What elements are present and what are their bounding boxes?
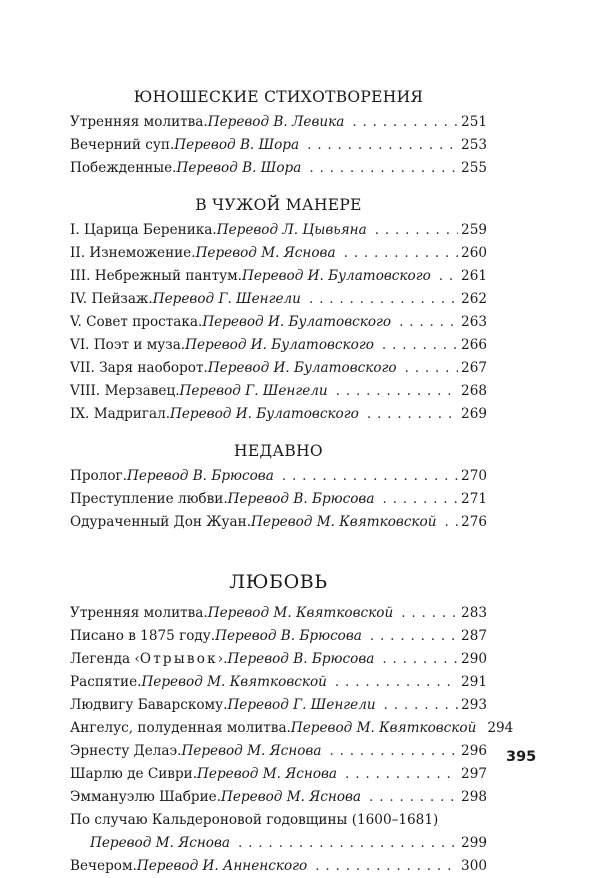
dot-leader — [335, 671, 458, 694]
toc-entry[interactable] — [70, 855, 487, 878]
entry-title: VIII. Мерзавец. — [70, 383, 180, 399]
entry-page: 293 — [461, 697, 487, 713]
toc-entry[interactable] — [70, 740, 487, 763]
entry-title: Утренняя молитва. — [70, 114, 208, 130]
entry-page: 268 — [461, 383, 487, 399]
dot-leader — [382, 334, 458, 357]
dot-leader — [382, 488, 458, 511]
entry-page: 270 — [461, 468, 487, 484]
entry-title: Ангелус, полуденная молитва. — [70, 720, 291, 736]
section-love — [70, 567, 514, 878]
entry-page: 299 — [461, 835, 487, 851]
entry-translator: Перевод В. Брюсова — [215, 628, 362, 644]
dot-leader — [345, 763, 458, 786]
entry-translator: Перевод М. Квятковской — [141, 674, 327, 690]
dot-leader — [309, 157, 458, 180]
entry-translator: Перевод И. Булатовского — [185, 337, 374, 353]
dot-leader — [329, 740, 458, 763]
section-juvenile — [70, 86, 487, 180]
entry-page: 294 — [487, 720, 514, 736]
toc-entry[interactable] — [70, 511, 487, 534]
toc-entry[interactable] — [70, 717, 514, 740]
entry-page: 300 — [461, 858, 487, 874]
toc-entry[interactable] — [70, 671, 487, 694]
entry-title: II. Изнеможение. — [70, 245, 196, 261]
toc-entry[interactable] — [70, 311, 487, 334]
entry-page: 296 — [461, 743, 487, 759]
toc-entry[interactable] — [70, 602, 487, 625]
entry-title: VI. Поэт и муза. — [70, 337, 186, 353]
entry-translator: Перевод И. Булатовского — [202, 314, 392, 330]
dot-leader — [439, 265, 458, 288]
entry-page: 291 — [461, 674, 487, 690]
entry-page: 287 — [461, 628, 487, 644]
entry-translator: Перевод М. Яснова — [197, 766, 338, 782]
entry-title: Эммануэлю Шабрие. — [70, 789, 222, 805]
dot-leader — [445, 511, 459, 534]
entry-translator: Перевод М. Квятковской — [251, 514, 437, 530]
entry-title: Писано в 1875 году. — [70, 628, 216, 644]
entry-title: III. Небрежный пантум. — [70, 268, 242, 284]
section-title: В ЧУЖОЙ МАНЕРЕ — [195, 196, 362, 214]
entry-page: 269 — [461, 406, 487, 422]
entry-page: 298 — [461, 789, 487, 805]
entry-translator: Перевод М. Квятковской — [290, 720, 477, 736]
entry-title: Вечером. — [70, 858, 137, 874]
toc-entry[interactable] — [70, 648, 487, 671]
dot-leader — [307, 134, 458, 157]
entry-title: Эрнесту Делаэ. — [70, 743, 182, 759]
entry-page: 290 — [461, 651, 487, 667]
dot-leader — [315, 855, 458, 878]
entry-title: V. Совет простака. — [70, 314, 203, 330]
dot-leader — [309, 288, 458, 311]
section-title: ЮНОШЕСКИЕ СТИХОТВОРЕНИЯ — [133, 88, 424, 106]
entry-title-post: ›. — [217, 651, 228, 667]
entry-translator: Перевод Л. Цывьяна — [216, 222, 367, 238]
dot-leader — [375, 219, 458, 242]
entry-page: 255 — [461, 160, 487, 176]
section-title: ЛЮБОВЬ — [229, 571, 328, 593]
entry-translator: Перевод И. Анненского — [136, 858, 308, 874]
entry-page: 276 — [461, 514, 487, 530]
entry-title: Преступление любви. — [70, 491, 228, 507]
entry-page: 260 — [461, 245, 487, 261]
entry-title: Утренняя молитва. — [70, 605, 208, 621]
entry-translator: Перевод В. Шора — [174, 137, 300, 153]
toc-entry[interactable] — [70, 694, 487, 717]
toc-entry[interactable] — [70, 219, 487, 242]
entry-title: IV. Пейзаж. — [70, 291, 153, 307]
entry-title: Пролог. — [70, 468, 128, 484]
entry-translator: Перевод Г. Шенгели — [152, 291, 301, 307]
toc-entry[interactable] — [70, 832, 487, 855]
entry-translator: Перевод И. Булатовского — [242, 268, 431, 284]
dot-leader — [336, 380, 458, 403]
dot-leader — [405, 357, 458, 380]
toc-entry[interactable] — [70, 157, 487, 180]
entry-translator: Перевод И. Булатовского — [207, 360, 397, 376]
dot-leader — [352, 111, 458, 134]
entry-page: 262 — [461, 291, 487, 307]
entry-title: Побежденные. — [70, 160, 177, 176]
section-title: НЕДАВНО — [234, 442, 323, 460]
dot-leader — [369, 786, 458, 809]
entry-title: Шарлю де Сиври. — [70, 766, 198, 782]
toc-entry[interactable] — [70, 380, 487, 403]
table-of-contents — [70, 86, 514, 878]
dot-leader — [282, 465, 458, 488]
entry-page: 253 — [461, 137, 487, 153]
entry-translator: Перевод М. Яснова — [221, 789, 362, 805]
entry-title: IX. Мадригал. — [70, 406, 171, 422]
entry-title: VII. Заря наоборот. — [70, 360, 208, 376]
section-recently — [70, 440, 487, 534]
toc-entry[interactable] — [70, 357, 487, 380]
toc-entry[interactable] — [70, 265, 487, 288]
entry-title: Распятие. — [70, 674, 142, 690]
entry-title-multiline[interactable]: По случаю Кальдероновой годовщины (1600–1681) — [70, 812, 439, 828]
toc-entry[interactable] — [70, 403, 487, 426]
toc-entry[interactable] — [70, 786, 487, 809]
dot-leader — [367, 403, 458, 426]
entry-translator: Перевод Г. Шенгели — [179, 383, 328, 399]
toc-entry[interactable] — [70, 763, 487, 786]
entry-page: 261 — [461, 268, 487, 284]
section-foreign-manner — [70, 194, 487, 426]
entry-translator: Перевод И. Булатовского — [170, 406, 359, 422]
entry-translator: Перевод В. Шора — [176, 160, 302, 176]
dot-leader — [401, 602, 458, 625]
toc-entry[interactable] — [70, 242, 487, 265]
page-number: 395 — [506, 749, 537, 765]
entry-page: 259 — [461, 222, 487, 238]
toc-entry[interactable] — [70, 488, 487, 511]
toc-entry[interactable] — [70, 334, 487, 357]
entry-page: 251 — [461, 114, 487, 130]
entry-page: 271 — [461, 491, 487, 507]
dot-leader — [238, 832, 458, 855]
entry-title: I. Царица Береника. — [70, 222, 217, 238]
toc-entry[interactable] — [70, 288, 487, 311]
entry-translator: Перевод В. Левика — [207, 114, 345, 130]
entry-translator: Перевод Г. Шенгели — [227, 697, 376, 713]
entry-translator: Перевод М. Яснова — [90, 835, 230, 851]
entry-translator: Перевод М. Квятковской — [207, 605, 394, 621]
entry-translator: Перевод В. Брюсова — [227, 491, 375, 507]
entry-title-pre: Легенда ‹ — [70, 651, 140, 667]
entry-page: 283 — [461, 605, 487, 621]
dot-leader — [370, 625, 458, 648]
entry-page: 263 — [461, 314, 487, 330]
toc-entry[interactable] — [70, 134, 487, 157]
dot-leader — [384, 694, 458, 717]
entry-title — [70, 648, 228, 671]
dot-leader — [399, 311, 458, 334]
entry-title: Людвигу Баварскому. — [70, 697, 228, 713]
entry-translator: Перевод М. Яснова — [181, 743, 322, 759]
toc-entry[interactable] — [70, 625, 487, 648]
entry-translator: Перевод В. Брюсова — [127, 468, 274, 484]
entry-page: 297 — [461, 766, 487, 782]
toc-entry[interactable] — [70, 111, 487, 134]
entry-translator: Перевод В. Брюсова — [227, 651, 375, 667]
entry-page: 266 — [461, 337, 487, 353]
entry-translator: Перевод М. Яснова — [195, 245, 336, 261]
dot-leader — [344, 242, 458, 265]
entry-title-spaced: Отрывок — [139, 651, 218, 667]
entry-title: Одураченный Дон Жуан. — [70, 514, 252, 530]
entry-page: 267 — [461, 360, 487, 376]
entry-title: Вечерний суп. — [70, 137, 175, 153]
toc-entry[interactable] — [70, 465, 487, 488]
dot-leader — [382, 648, 458, 671]
